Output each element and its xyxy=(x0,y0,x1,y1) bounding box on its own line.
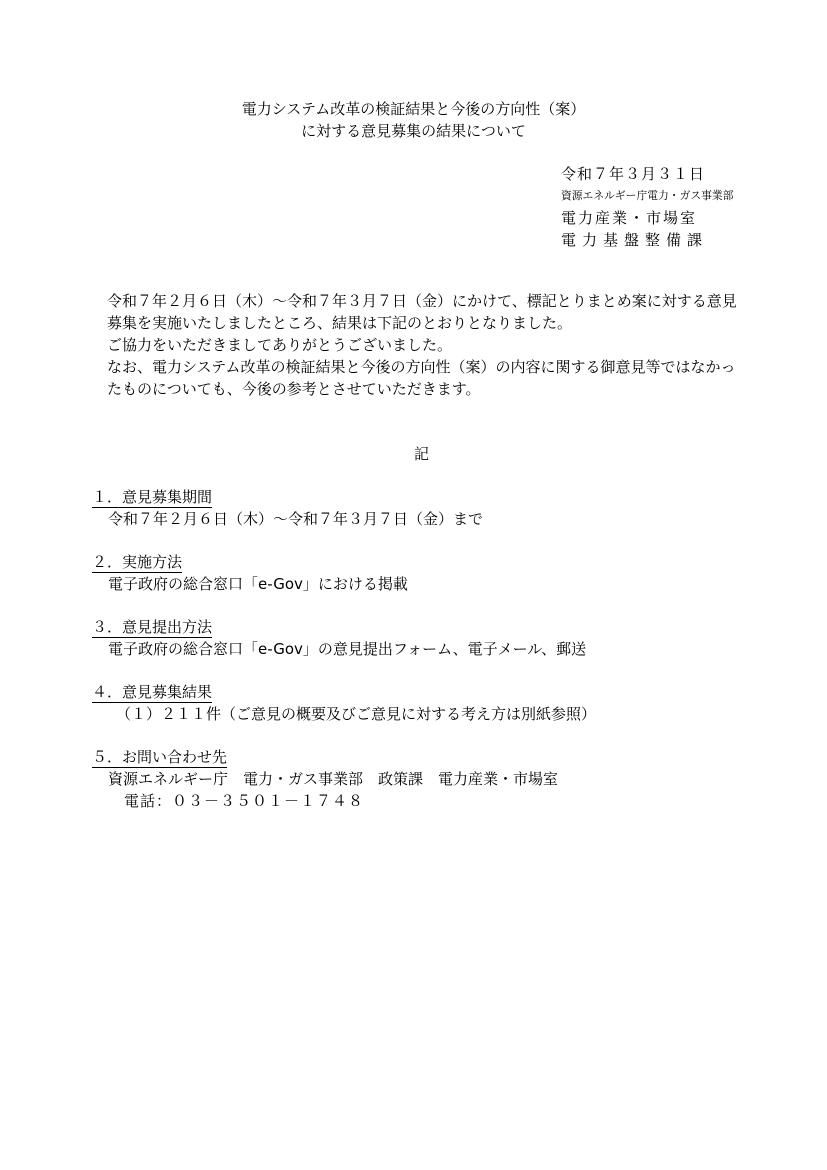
section-contact xyxy=(92,746,772,812)
contact-phone: 電話：０３－３５０１－１７４８ xyxy=(124,792,365,810)
section-period xyxy=(92,486,772,530)
title-line-2: に対する意見募集の結果について xyxy=(301,122,526,140)
section-heading: １．意見募集期間 xyxy=(92,488,213,506)
section-content: （１）２１１件（ご意見の概要及びご意見に対する考え方は別紙参照） xyxy=(116,705,597,723)
issuer-block xyxy=(561,163,737,251)
section-heading: ３．意見提出方法 xyxy=(92,618,213,636)
section-heading: ５．お問い合わせ先 xyxy=(92,748,228,766)
section-heading: ４．意見募集結果 xyxy=(92,683,213,701)
section-method xyxy=(92,551,772,595)
intro-text xyxy=(107,290,747,400)
section-heading: ２．実施方法 xyxy=(92,553,183,571)
section-results xyxy=(92,681,772,725)
document-title xyxy=(0,98,827,142)
intro-paragraph-3: なお、電力システム改革の検証結果と今後の方向性（案）の内容に関する御意見等ではなかったものについても、今後の参考とさせていただきます。 xyxy=(107,358,736,398)
section-content: 令和７年２月６日（木）～令和７年３月７日（金）まで xyxy=(108,510,484,528)
title-line-1: 電力システム改革の検証結果と今後の方向性（案） xyxy=(241,100,586,118)
issuer-office: 電力産業・市場室 xyxy=(561,209,698,227)
issuer-agency: 資源エネルギー庁電力・ガス事業部 xyxy=(561,189,734,202)
issuer-division: 電力基盤整備課 xyxy=(561,231,709,249)
section-content: 電子政府の総合窓口「e-Gov」における掲載 xyxy=(108,575,408,593)
intro-paragraph-2: ご協力をいただきましてありがとうございました。 xyxy=(107,336,453,354)
issue-date: 令和７年３月３１日 xyxy=(561,165,706,183)
ki-marker: 記 xyxy=(413,445,429,463)
contact-organization: 資源エネルギー庁 電力・ガス事業部 政策課 電力産業・市場室 xyxy=(108,770,559,788)
section-submission xyxy=(92,616,772,660)
section-content: 電子政府の総合窓口「e-Gov」の意見提出フォーム、電子メール、郵送 xyxy=(108,640,587,658)
intro-paragraph-1: 令和７年２月６日（木）～令和７年３月７日（金）にかけて、標記とりまとめ案に対する意見募集を実施いたしましたところ、結果は下記のとおりとなりました。 xyxy=(107,292,737,332)
